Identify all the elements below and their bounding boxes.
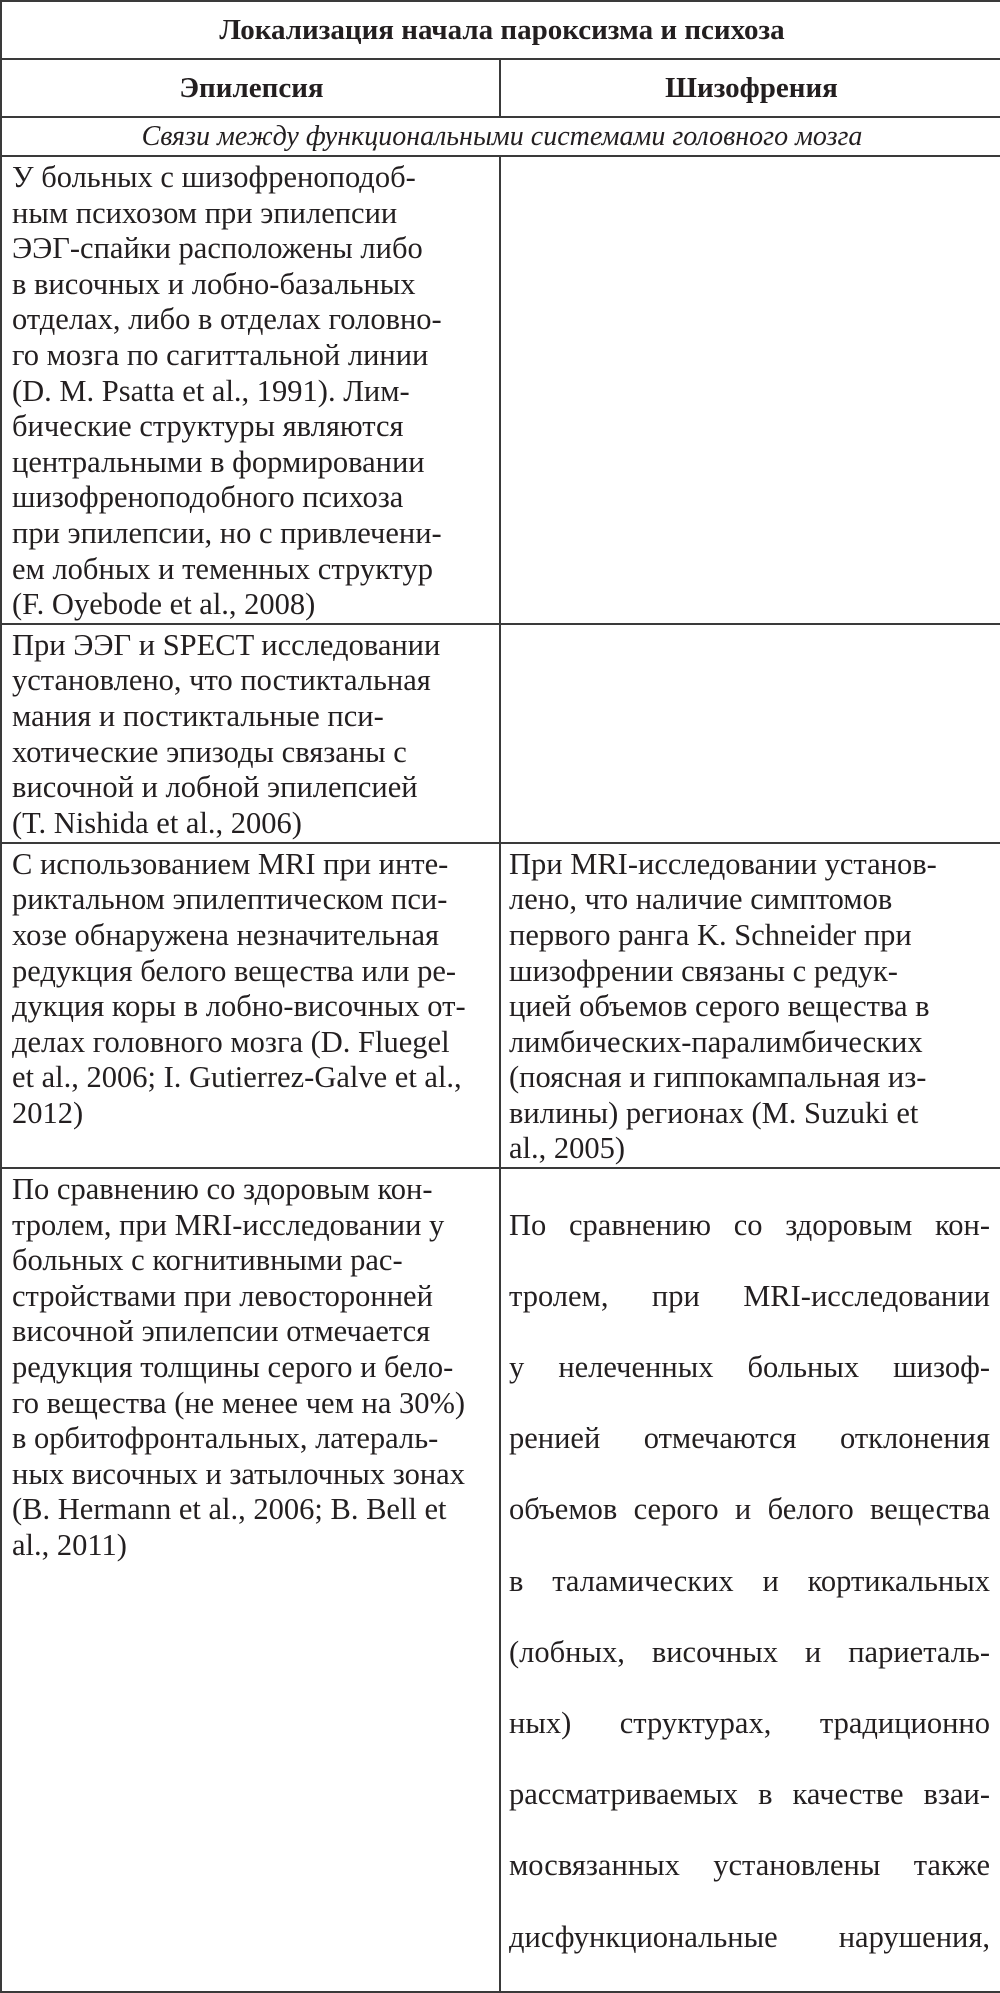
cell-schizophrenia [500, 1168, 1000, 1992]
section-row [1, 117, 1000, 156]
cell-text: С использованием MRI при инте- риктальном эпилептическом пси- хозе обнаружена незначительная редукция белого вещества или ре- дукция коры в лобно-височных от- делах головного мозга (D. Fluegel et al., 2006; I. Gutierrez-Galve et al., 2012) [12, 846, 466, 1130]
cell-text: По сравнению со здоровым кон- тролем, при MRI-исследовании у больных с когнитивными рас- стройствами при левосторонней височной эпилепсии отмечается редукция толщины серого и бело- го вещества (не менее чем на 30%) в орбитофронтальных, латераль- ных височных и затылочных зонах (B. Hermann et al., 2006; B. Bell et al., 2011) [12, 1172, 466, 1562]
table-row [1, 624, 1000, 843]
text-line: у нелеченных больных шизоф- [509, 1350, 990, 1385]
text-line: тролем, при MRI-исследовании [509, 1278, 990, 1313]
cell-schizophrenia-empty [500, 624, 1000, 843]
text-line: в таламических и кортикальных [509, 1563, 990, 1598]
table-title: Локализация начала пароксизма и психоза [1, 1, 1000, 59]
text-line: объемов серого и белого вещества [509, 1492, 990, 1527]
column-header-epilepsy: Эпилепсия [1, 59, 500, 117]
text-line: рассматриваемых в качестве взаи- [509, 1777, 990, 1812]
text-line: (лобных, височных и париеталь- [509, 1634, 990, 1669]
table-row [1, 1168, 1000, 1992]
cell-epilepsy [1, 1168, 500, 1992]
text-line: дисфункциональные нарушения, [509, 1919, 990, 1954]
text-line: ных) структурах, традиционно [509, 1705, 990, 1740]
cell-text: При MRI-исследовании установ- лено, что наличие симптомов первого ранга K. Schneider при шизофрении связаны с редук- цией объемов серого вещества в лимбических-паралимбических (поясная и гиппокампальная из- вилины) регионах (M. Suzuki et al., 2005) [509, 846, 937, 1166]
cell-text: У больных с шизофреноподоб- ным психозом при эпилепсии ЭЭГ-спайки расположены либо в височных и лобно-базальных отделах, либо в отделах головно- го мозга по сагиттальной линии (D. M. Psatta et al., 1991). Лим- бические структуры являются центральными в формировании шизофреноподобного психоза при эпилепсии, но с привлечени- ем лобных и теменных структур (F. Oyebode et al., 2008) [12, 160, 442, 622]
cell-schizophrenia-empty [500, 156, 1000, 624]
cell-text: При ЭЭГ и SPECT исследовании установлено, что постиктальная мания и постиктальные пси- хотические эпизоды связаны с височной и лобной эпилепсией (T. Nishida et al., 2006) [12, 627, 441, 840]
cell-text-justified [509, 1172, 990, 1991]
table-row [1, 843, 1000, 1168]
text-line: По сравнению со здоровым кон- [509, 1207, 990, 1242]
header-row [1, 59, 1000, 117]
section-heading: Связи между функциональными системами головного мозга [1, 117, 1000, 156]
cell-epilepsy [1, 843, 500, 1168]
table-row [1, 156, 1000, 624]
cell-epilepsy [1, 156, 500, 624]
title-row [1, 1, 1000, 59]
text-line: мосвязанных установлены также [509, 1848, 990, 1883]
text-line: ренией отмечаются отклонения [509, 1421, 990, 1456]
cell-epilepsy [1, 624, 500, 843]
column-header-schizophrenia: Шизофрения [500, 59, 1000, 117]
cell-schizophrenia [500, 843, 1000, 1168]
